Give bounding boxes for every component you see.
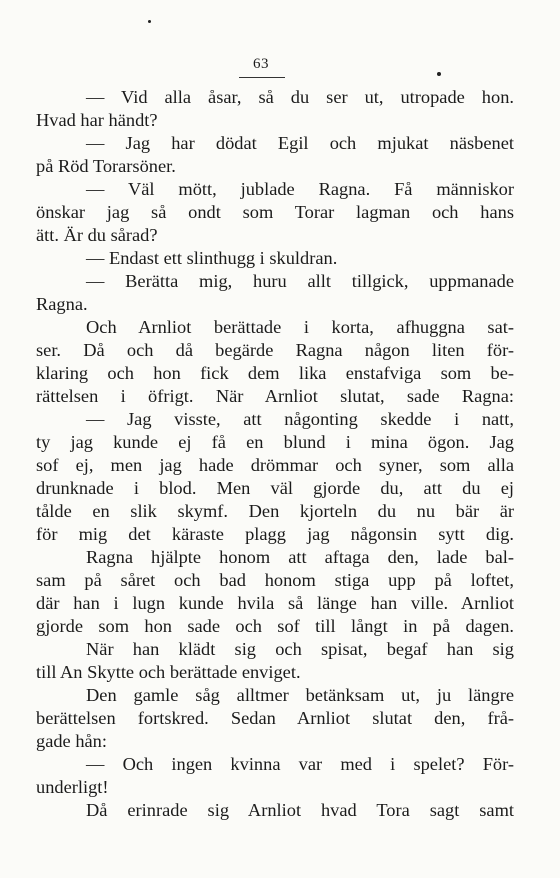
text-line: önskar jag så ondt som Torar lagman och hans bbox=[36, 202, 514, 222]
text-line: tålde en slik skymf. Den kjorteln du nu bär är bbox=[36, 501, 514, 521]
text-line: — Jag visste, att någonting skedde i natt, bbox=[86, 409, 514, 429]
text-line: Ragna hjälpte honom att aftaga den, lade bal- bbox=[86, 547, 514, 567]
text-line: ätt. Är du sårad? bbox=[36, 225, 158, 245]
text-line: — Väl mött, jublade Ragna. Få människor bbox=[86, 179, 514, 199]
text-line: — Vid alla åsar, så du ser ut, utropade hon. bbox=[86, 87, 514, 107]
text-line: klaring och hon fick dem lika enstafviga som be- bbox=[36, 363, 514, 383]
body-text bbox=[36, 86, 514, 822]
text-line: där han i lugn kunde hvila så länge han ville. Arnliot bbox=[36, 593, 514, 613]
text-line: Den gamle såg alltmer betänksam ut, ju längre bbox=[86, 685, 514, 705]
text-line: — Jag har dödat Egil och mjukat näsbenet bbox=[86, 133, 514, 153]
text-line: drunknade i blod. Men väl gjorde du, att du ej bbox=[36, 478, 514, 498]
text-line: gade hån: bbox=[36, 731, 107, 751]
page-number: 63 bbox=[253, 56, 269, 72]
text-line: Och Arnliot berättade i korta, afhuggna sat- bbox=[86, 317, 514, 337]
text-line: sof ej, men jag hade drömmar och syner, som alla bbox=[36, 455, 514, 475]
text-line: för mig det käraste plagg jag någonsin sytt dig. bbox=[36, 524, 514, 544]
page-number-rule bbox=[239, 77, 285, 78]
print-speck bbox=[148, 20, 151, 23]
print-speck bbox=[437, 72, 441, 76]
text-line: på Röd Torarsöner. bbox=[36, 156, 176, 176]
text-line: — Och ingen kvinna var med i spelet? För- bbox=[86, 754, 514, 774]
text-line: Då erinrade sig Arnliot hvad Tora sagt samt bbox=[86, 800, 514, 820]
text-line: berättelsen fortskred. Sedan Arnliot slutat den, frå- bbox=[36, 708, 514, 728]
text-line: underligt! bbox=[36, 777, 109, 797]
text-line: Ragna. bbox=[36, 294, 88, 314]
text-line: till An Skytte och berättade enviget. bbox=[36, 662, 301, 682]
text-line: När han klädt sig och spisat, begaf han sig bbox=[86, 639, 514, 659]
text-line: rättelsen i öfrigt. När Arnliot slutat, sade Ragna: bbox=[36, 386, 514, 406]
text-line: ser. Då och då begärde Ragna någon liten för- bbox=[36, 340, 514, 360]
text-line: sam på såret och bad honom stiga upp på loftet, bbox=[36, 570, 514, 590]
text-line: ty jag kunde ej få en blund i mina ögon. Jag bbox=[36, 432, 514, 452]
text-line: gjorde som hon sade och sof till långt in på dagen. bbox=[36, 616, 514, 636]
text-line: — Berätta mig, huru allt tillgick, uppmanade bbox=[86, 271, 514, 291]
text-line: — Endast ett slinthugg i skuldran. bbox=[86, 248, 338, 268]
text-line: Hvad har händt? bbox=[36, 110, 158, 130]
